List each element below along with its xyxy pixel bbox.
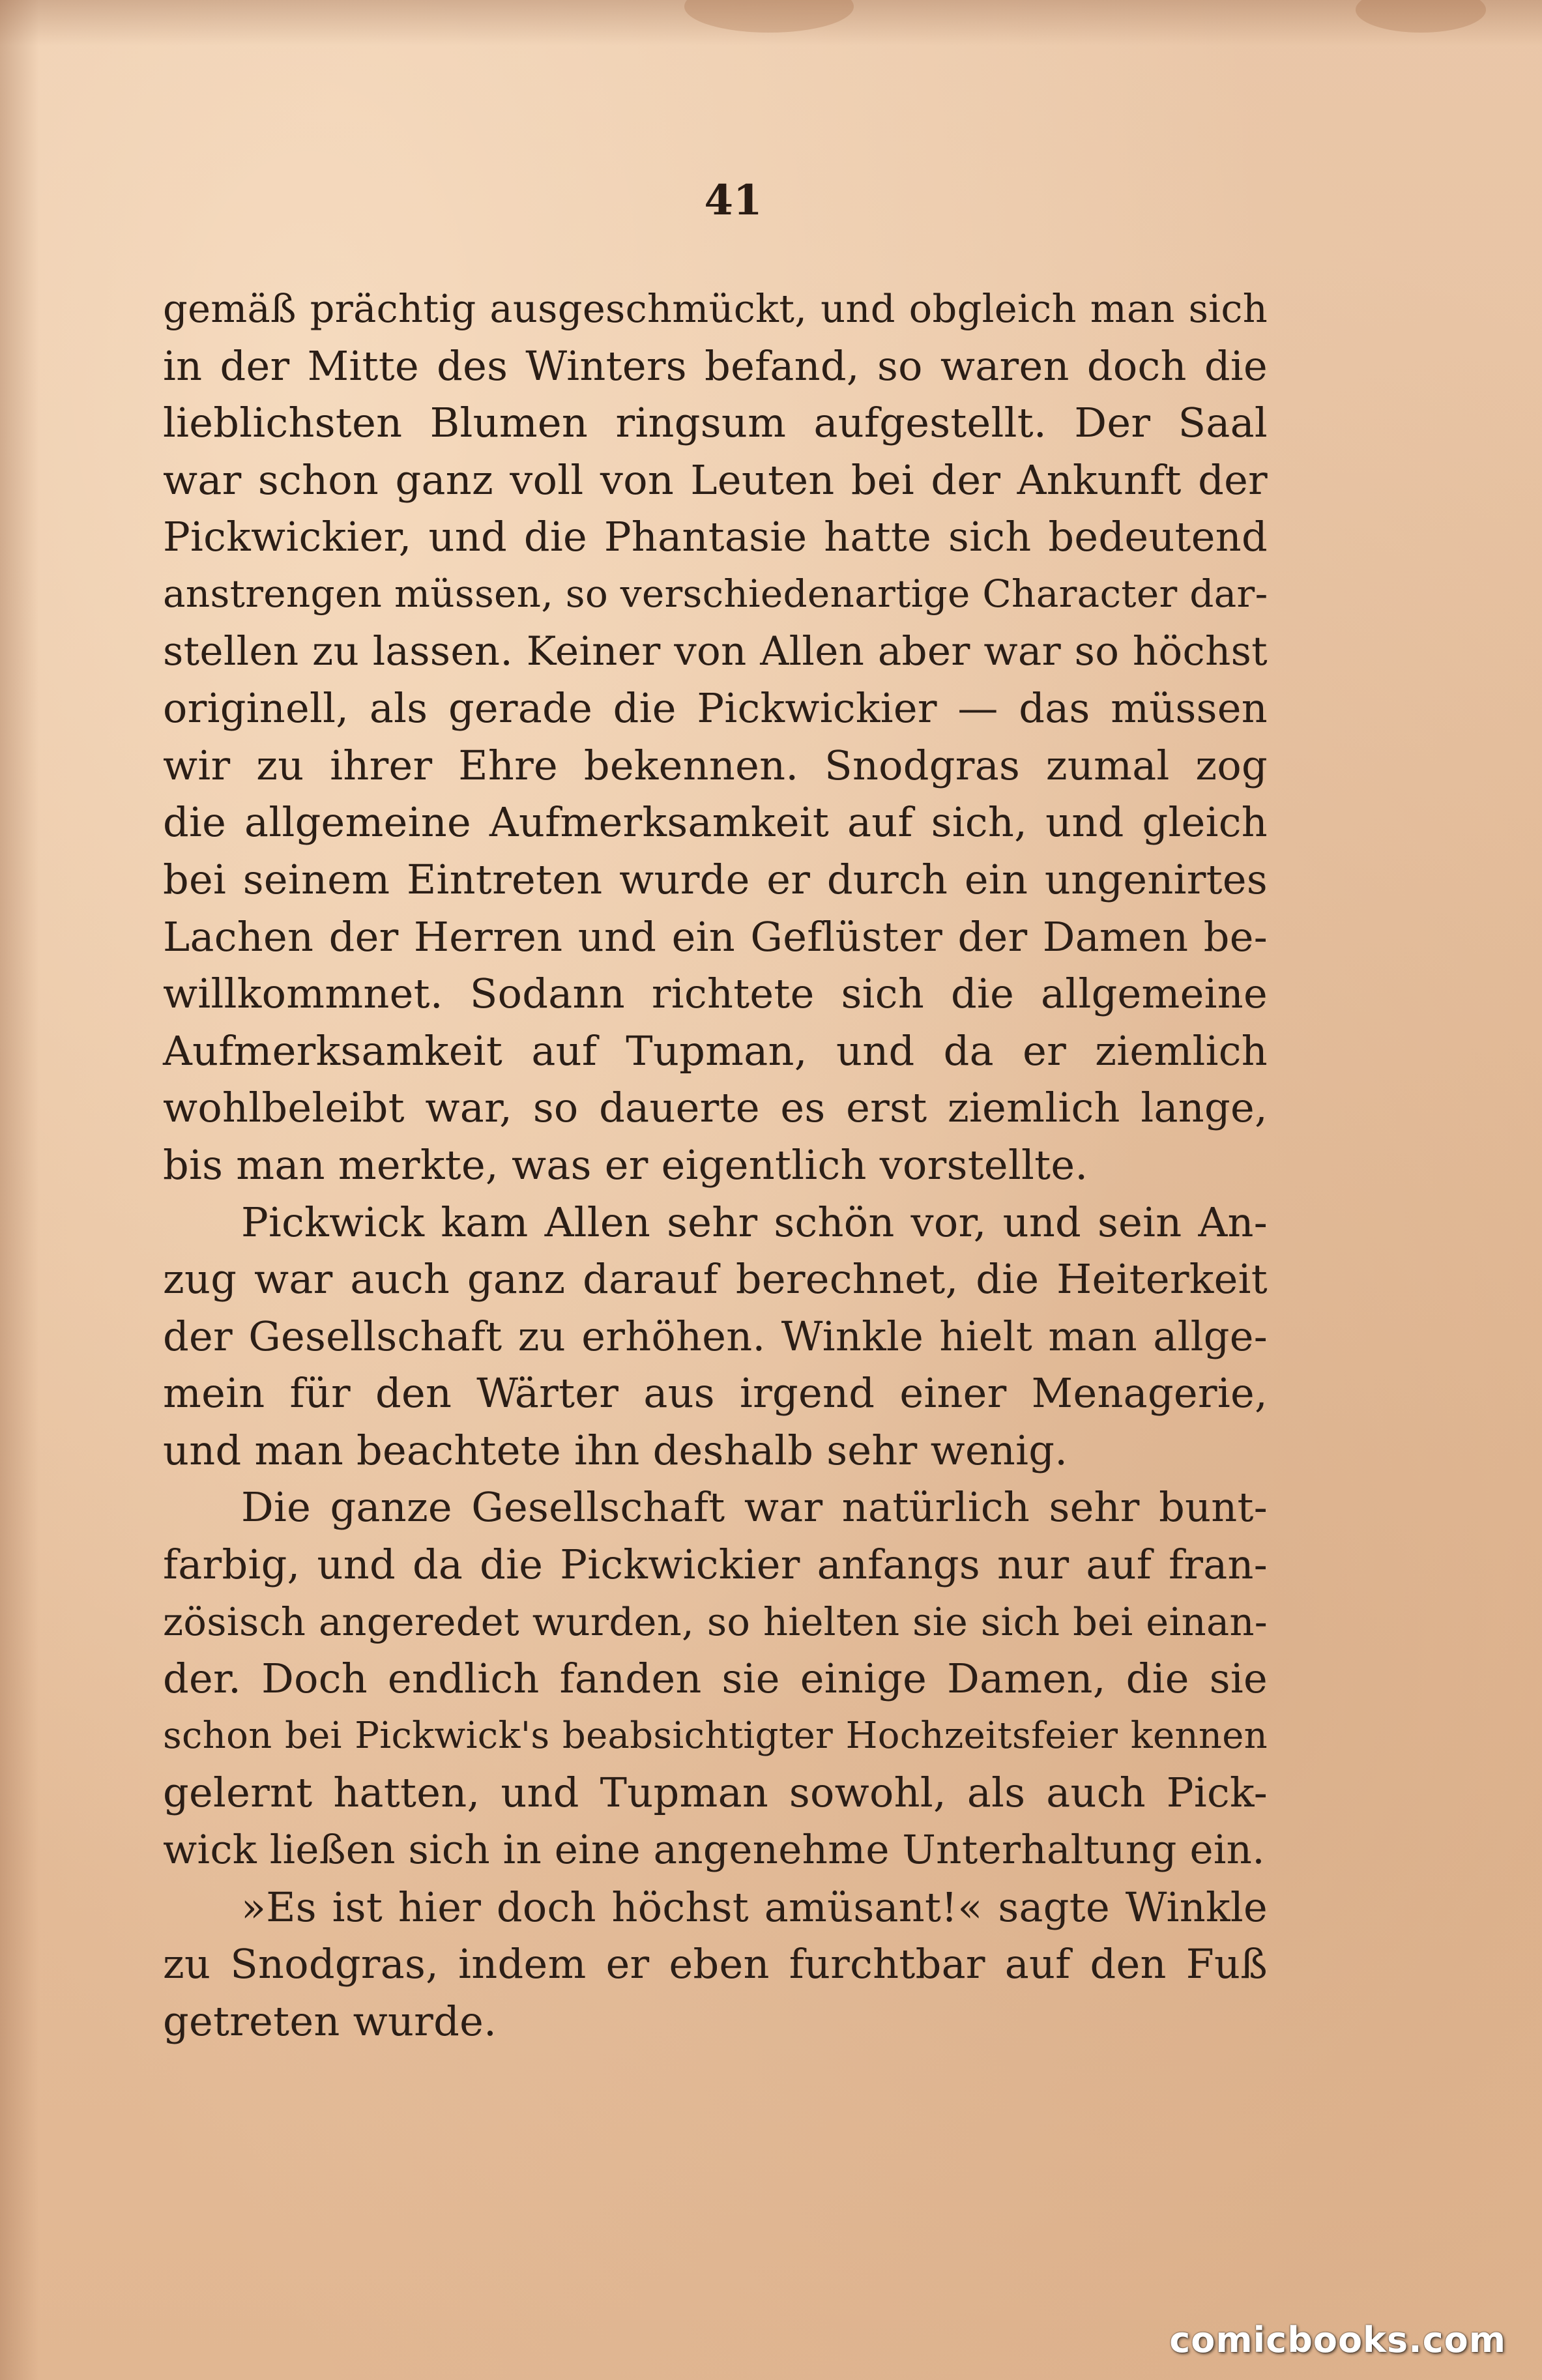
text-line: der Gesellschaft zu erhöhen. Winkle hielt man allge- [163,1312,1268,1360]
text-line: originell, als gerade die Pickwickier — das müssen [163,684,1268,733]
text-line: Aufmerksamkeit auf Tupman, und da er ziemlich [163,1026,1268,1075]
text-line: zösisch angeredet wurden, so hielten sie sich bei einan- [163,1599,1268,1644]
text-line: zug war auch ganz darauf berechnet, die Heiterkeit [163,1255,1268,1303]
page-number: 41 [704,176,763,225]
text-line: farbig, und da die Pickwickier anfangs nur auf fran- [163,1541,1268,1589]
text-line: Die ganze Gesellschaft war natürlich sehr bunt- [241,1483,1268,1531]
text-line: lieblichsten Blumen ringsum aufgestellt. Der Saal [163,399,1268,447]
text-line: der. Doch endlich fanden sie einige Damen, die sie [163,1655,1268,1703]
watermark: comicbooks.com [1169,2319,1506,2360]
text-line: Pickwick kam Allen sehr schön vor, und sein An- [241,1198,1268,1246]
text-line: willkommnet. Sodann richtete sich die allgemeine [163,970,1268,1018]
text-line: Lachen der Herren und ein Geflüster der Damen be- [163,912,1268,961]
text-line: wohlbeleibt war, so dauerte es erst ziemlich lange, [163,1084,1268,1132]
text-line: schon bei Pickwick's beabsichtigter Hochzeitsfeier kennen [163,1714,1268,1757]
text-line: war schon ganz voll von Leuten bei der Ankunft der [163,456,1268,504]
text-line: in der Mitte des Winters befand, so waren doch die [163,341,1268,390]
text-line: die allgemeine Aufmerksamkeit auf sich, und gleich [163,798,1268,847]
text-line: wir zu ihrer Ehre bekennen. Snodgras zumal zog [163,741,1268,789]
body-text [163,280,1268,2050]
text-line: mein für den Wärter aus irgend einer Menagerie, [163,1369,1268,1417]
text-line: getreten wurde. [163,1997,497,2045]
text-line: gemäß prächtig ausgeschmückt, und obgleich man sich [163,286,1268,331]
text-line: wick ließen sich in eine angenehme Unterhaltung ein. [163,1827,1265,1874]
text-line: zu Snodgras, indem er eben furchtbar auf den Fuß [163,1940,1268,1988]
text-line: Pickwickier, und die Phantasie hatte sich bedeutend [163,513,1268,561]
text-line: »Es ist hier doch höchst amüsant!« sagte Winkle [241,1883,1268,1931]
text-line: stellen zu lassen. Keiner von Allen aber war so höchst [163,628,1268,675]
text-line: gelernt hatten, und Tupman sowohl, als auch Pick- [163,1769,1268,1817]
text-line: bis man merkte, was er eigentlich vorstellte. [163,1140,1088,1189]
text-line: und man beachtete ihn deshalb sehr wenig. [163,1426,1068,1474]
page-edge-shadow-left [0,0,39,2380]
text-line: bei seinem Eintreten wurde er durch ein ungenirtes [163,855,1268,903]
text-line: anstrengen müssen, so verschiedenartige Character dar- [163,571,1268,616]
